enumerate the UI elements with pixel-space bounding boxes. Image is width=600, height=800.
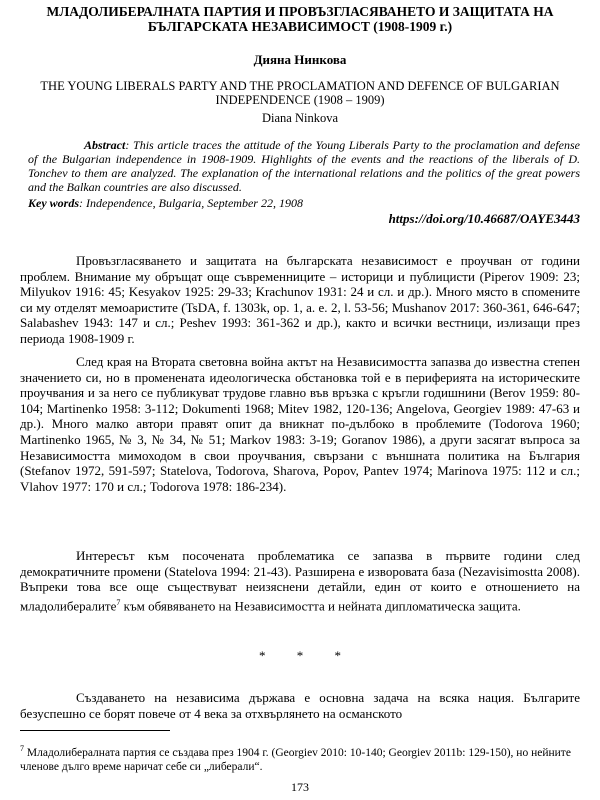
author-name-english: Diana Ninkova	[261, 111, 339, 125]
body-paragraph-text: Интересът към посочената проблематика се запазва в първите години след демократичните промени (Statelova 1994: 21-43). Разширена е изворовата база (Nezavisimostta 2008). Въпреки това все още съществуват неизяснени детайли, един от които е отношението на младолибералите	[20, 548, 580, 614]
page-number: 173	[291, 780, 309, 794]
article-title-english: THE YOUNG LIBERALS PARTY AND THE PROCLAMATION AND DEFENCE OF BULGARIAN INDEPENDENCE (1908 – 1909)	[40, 79, 560, 107]
footnote-number: 7	[20, 744, 24, 753]
body-paragraph: Създаването на независима държава е основна задача на всяка нация. Българите безуспешно се борят повече от 4 века за отхвърлянето на османското	[20, 690, 580, 721]
abstract	[28, 138, 580, 194]
abstract-label: Abstract	[84, 138, 126, 152]
footnote	[20, 742, 580, 774]
doi-link[interactable]: https://doi.org/10.46687/OAYE3443	[388, 211, 580, 226]
footnote-divider	[20, 730, 170, 731]
body-paragraph: След края на Втората световна война актът на Независимостта запазва до известна степен значението си, но в променената идеологическа обстановка той е в периферията на историческите проучвания и за него се публикуват трудове главно във връзка с кръгли годишнини (Berov 1959: 80-104; Martinenko 1958: 3-112; Dokumenti 1968; Mitev 1982, 120-136; Angelova, Georgiev 1989: 47-63 и др.). Много малко автори правят опит да вникнат по-дълбоко в проблемите (Todorova 1960; Martinenko 1965, № 3, № 34, № 51; Markov 1983: 3-19; Goranov 1986), а други засягат въпроса за Независимостта мимоходом в свои проучвания, свързани с външната политика на България (Stefanov 1972, 591-597; Statelova, Todorova, Sharova, Popov, Pantev 1974; Marinova 1975: 112 и сл.; Vlahov 1977: 170 и сл.; Todorova 1978: 186-234).	[20, 354, 580, 494]
article-title-bulgarian: МЛАДОЛИБЕРАЛНАТА ПАРТИЯ И ПРОВЪЗГЛАСЯВАНЕТО И ЗАЩИТАТА НА БЪЛГАРСКАТА НЕЗАВИСИМОСТ (1908-1909 г.)	[46, 4, 554, 34]
footnote-text: Младолибералната партия се създава през 1904 г. (Georgiev 2010: 10-140; Georgiev 2011b: 129-150), но нейните членове дълго време наричат себе си „либерали“.	[20, 746, 571, 773]
body-paragraph	[20, 548, 580, 614]
body-paragraph: Провъзгласяването и защитата на българската независимост е проучван от години проблем. Внимание му обръщат още съвременниците – историци и публицисти (Piperov 1909: 23; Milyukov 1916: 45; Kesyakov 1925: 29-33; Krachunov 1931: 24 и сл. и др.). Много място в спомените си му отделят мемоаристите (TsDA, f. 1303k, op. 1, a. e. 2, l. 53-56; Mushanov 2017: 360-361, 646-647; Salabashev 1943: 147 и сл.; Peshev 1993: 361-362 и др.), както и всички вестници, излизащи през периода 1908-1909 г.	[20, 253, 580, 346]
keywords	[28, 196, 580, 210]
body-paragraph-text: към обявяването на Независимостта и нейната дипломатическа защита.	[120, 598, 521, 614]
section-separator: * * *	[259, 648, 341, 663]
keywords-text: : Independence, Bulgaria, September 22, 1908	[79, 196, 303, 210]
abstract-text: : This article traces the attitude of the Young Liberals Party to the proclamation and defense of the Bulgarian independence in 1908-1909. Highlights of the events and the reactions of the liberals of D. Tonchev to them are analyzed. The explanation of the international relations and the politics of the great powers and the Balkan countries are also discussed.	[28, 138, 580, 194]
footnote-reference[interactable]: 7	[116, 597, 121, 607]
keywords-label: Key words	[28, 196, 79, 210]
author-name-bulgarian: Дияна Нинкова	[253, 52, 347, 67]
